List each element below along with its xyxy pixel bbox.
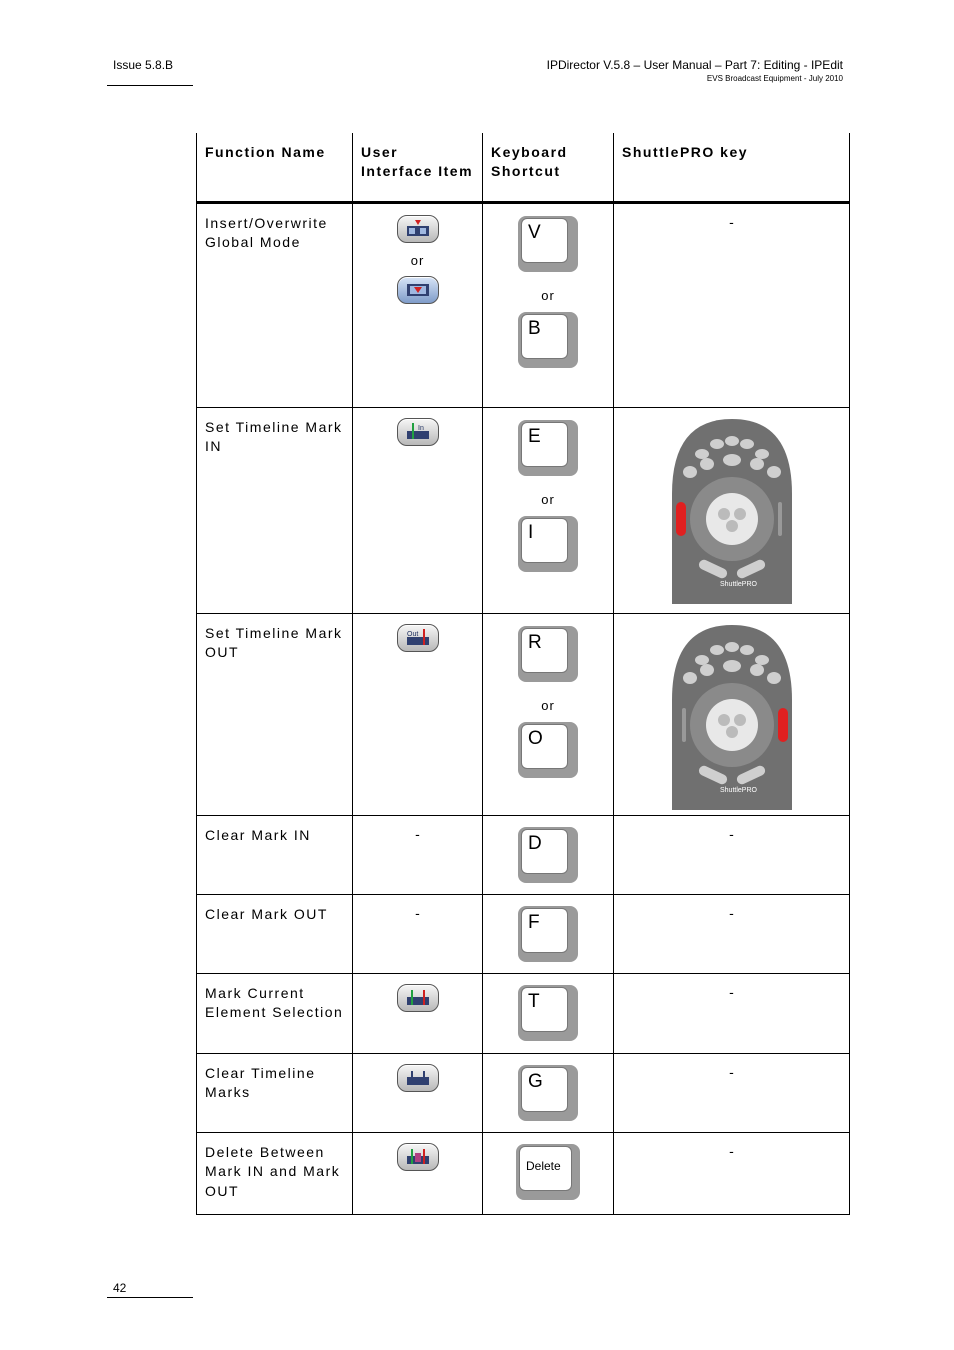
table-row [197,973,850,1053]
delete-between-button[interactable] [397,1143,439,1171]
or-label: or [541,697,555,713]
function-name: Insert/Overwrite Global Mode [205,214,328,250]
header-divider [107,85,193,86]
col-header-keyboard: Keyboard Shortcut [483,133,614,202]
overwrite-mode-icon [406,281,430,299]
table-row [197,894,850,973]
table-row [197,202,850,407]
header-title: IPDirector V.5.8 – User Manual – Part 7: Editing - IPEdit [546,58,843,72]
function-name: Set Timeline Mark OUT [205,624,343,660]
function-name: Mark Current Element Selection [205,984,344,1020]
key-e[interactable]: E [518,420,578,476]
insert-mode-button[interactable] [397,215,439,243]
svg-text:Out: Out [406,630,418,638]
key-f[interactable]: F [518,906,578,962]
overwrite-mode-button[interactable] [397,276,439,304]
col-header-ui: User Interface Item [353,133,483,202]
clear-marks-icon [406,1069,430,1087]
shuttle-dash: - [729,1063,734,1080]
function-name: Clear Timeline Marks [205,1064,316,1100]
key-t[interactable]: T [518,985,578,1041]
key-delete[interactable]: Delete [516,1144,580,1200]
insert-mode-icon [406,220,430,238]
col-header-function: Function Name [197,133,353,202]
key-i[interactable]: I [518,516,578,572]
table-row [197,407,850,613]
footer-divider [107,1297,193,1298]
key-b[interactable]: B [518,312,578,368]
header-issue: Issue 5.8.B [113,58,174,72]
col-header-shuttlepro: ShuttlePRO key [614,133,850,202]
delete-between-icon [406,1148,430,1166]
header-subtitle: EVS Broadcast Equipment - July 2010 [706,74,843,83]
key-v[interactable]: V [518,216,578,272]
mark-element-button[interactable] [397,984,439,1012]
mark-out-icon [406,629,430,647]
function-name: Delete Between Mark IN and Mark OUT [205,1143,341,1199]
svg-text:In: In [417,424,424,432]
page-number: 42 [113,1281,127,1295]
ui-dash: - [415,904,420,921]
shuttle-brand: ShuttlePRO [719,580,757,588]
shuttle-dash: - [729,825,734,842]
function-name: Clear Mark OUT [205,905,328,922]
mark-out-button[interactable] [397,624,439,652]
key-o[interactable]: O [518,722,578,778]
table-header-row [197,133,850,202]
mark-in-icon [406,423,430,441]
or-label: or [541,491,555,507]
key-g[interactable]: G [518,1065,578,1121]
table-row [197,613,850,815]
table-row [197,1053,850,1132]
shuttle-dash: - [729,213,734,230]
function-name: Clear Mark IN [205,826,311,843]
shuttle-dash: - [729,904,734,921]
shuttle-dash: - [729,1142,734,1159]
shuttlepro-image [662,620,802,810]
shuttlepro-image [662,414,802,604]
or-label: or [541,287,555,303]
mark-in-button[interactable] [397,418,439,446]
mark-element-icon [406,989,430,1007]
shuttle-dash: - [729,983,734,1000]
clear-marks-button[interactable] [397,1064,439,1092]
key-d[interactable]: D [518,827,578,883]
header-right [547,58,843,83]
or-label: or [410,252,425,268]
shortcut-table [196,133,850,1215]
ui-dash: - [415,825,420,842]
function-name: Set Timeline Mark IN [205,418,343,454]
table-row [197,815,850,894]
key-r[interactable]: R [518,626,578,682]
table-row [197,1132,850,1214]
shuttle-brand: ShuttlePRO [719,786,757,794]
